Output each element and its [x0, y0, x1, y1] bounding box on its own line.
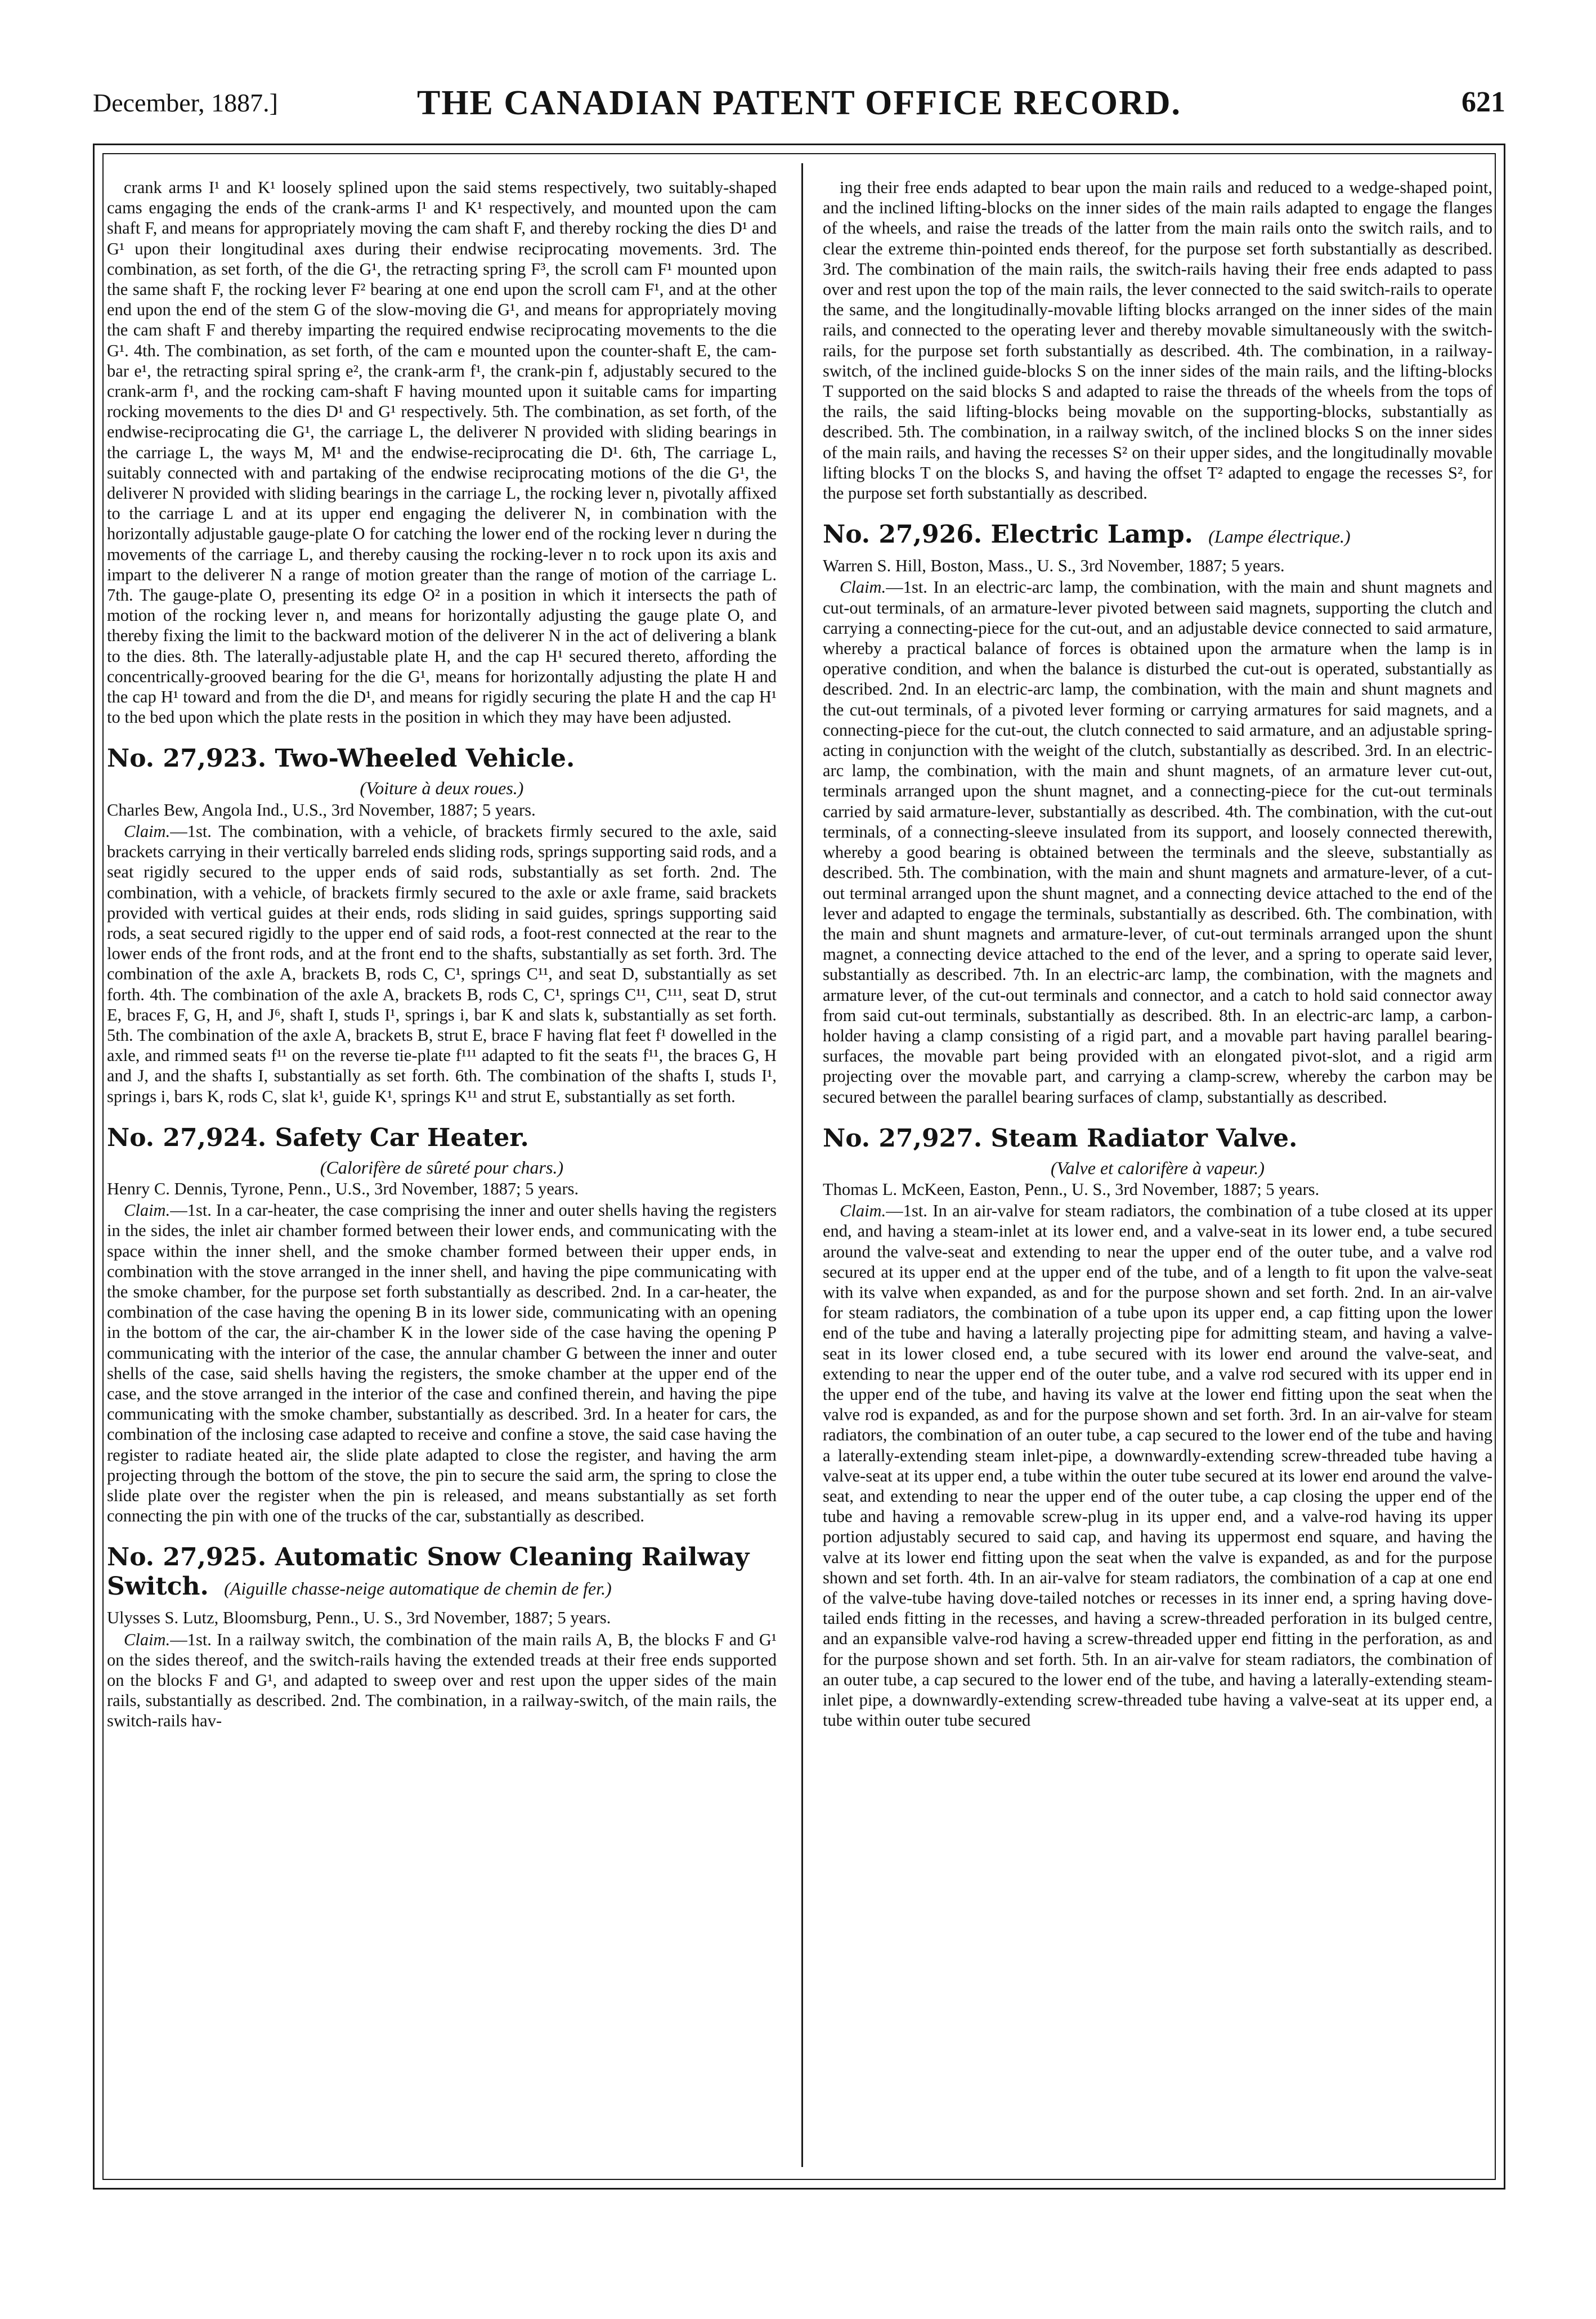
patent-number: No. 27,925. [107, 1543, 267, 1572]
claims-text [823, 577, 1492, 1107]
claim-label: Claim. [124, 821, 171, 841]
patent-entry-27923 [107, 744, 777, 1106]
patent-heading [823, 520, 1492, 551]
claims-text [107, 1629, 777, 1731]
page-header [93, 83, 1505, 145]
claims-body: —1st. In an air-valve for steam radiators, the combination of a tube closed at its upper end, and having a steam-inlet at its lower end, and a valve-seat in its lower end, a tube secured around the valve-seat and extending to near the upper end of the outer tube, and a valve rod secured at its upper end at the upper end of the tube, and of a length to fit upon the valve-seat with its valve when expanded, as and for the purpose shown and set forth. 2nd. In an air-valve for steam radiators, the combination of a tube upon its upper end, a cap fitting upon the lower end of the tube and having a laterally projecting pipe for admitting steam, and having a valve-seat in its lower closed end, a tube secured with its lower end around the valve-seat, and extending to near the upper end of the outer tube, and a valve rod secured with its upper end in the upper end of the tube, and having its valve at the lower end fitting upon the seat when the valve rod is expanded, as and for the purpose shown and set forth. 3rd. In an air-valve for steam radiators, the combination of an outer tube, a cap secured to the lower end of the tube and having a laterally-extending steam inlet-pipe, a downwardly-extending screw-threaded tube having a valve-seat at its upper end, a tube within the outer tube secured at its lower end around the valve-seat, and extending to near the upper end of the outer tube, a cap closing the upper end of the tube and having a removable screw-plug in its upper end, and a valve-rod having its upper portion adjustably secured to said cap, and having its uppermost end square, and having the valve at its lower end fitting upon the seat when the valve is expanded, as and for the purpose shown and set forth. 4th. In an air-valve for steam radiators, the combination of a cap at one end of the valve-tube having dove-tailed notches or recesses in its inner end, a spring having dove-tailed ends fitting in the recesses, and having a screw-threaded perforation in its bulged centre, and an expansible valve-rod having a screw-threaded upper end fitting in the perforation, as and for the purpose shown and set forth. 5th. In an air-valve for steam radiators, the combination of an outer tube, a cap secured to the lower end of the tube, and having a laterally-extending steam-inlet pipe, a downwardly-extending screw-threaded tube having a valve-seat at its upper end, a tube within outer tube secured [823, 1201, 1492, 1730]
patent-number: No. 27,924. [107, 1123, 267, 1152]
patent-title: Electric Lamp. [990, 520, 1193, 549]
continued-claims: ing their free ends adapted to bear upon the main rails and reduced to a wedge-shaped point, and the inclined lifting-blocks on the inner sides of the main rails adapted to engage the flanges of the wheels, and raise the treads of the latter from the main rails onto the switch rails, and to clear the extreme thin-pointed ends thereof, for the purpose set forth substantially as described. 3rd. The combination of the main rails, the switch-rails having their free ends adapted to pass over and rest upon the top of the main rails, the lever connected to the said switch-rails to operate the same, and the longitudinally-movable lifting blocks arranged on the inner sides of the main rails, and connected to the operating lever and thereby movable simultaneously with the switch-rails, for the purpose set forth substantially as described. 4th. The combination, in a railway-switch, of the inclined guide-blocks S on the inner sides of the main rails, and the lifting-blocks T supported on the said blocks S and adapted to raise the threads of the wheels from the tops of the rails, the said lifting-blocks being movable on the supporting-blocks, substantially as described. 5th. The combination, in a railway switch, of the inclined blocks S on the inner sides of the main rails, and having the recesses S² on their upper sides, and the longitudinally movable lifting blocks T on the blocks S, and having the offset T² adapted to engage the recesses S², for the purpose set forth substantially as described. [823, 178, 1492, 503]
claim-label: Claim. [840, 1201, 886, 1221]
patent-entry-27927 [823, 1124, 1492, 1731]
patent-number: No. 27,926. [823, 520, 983, 549]
claims-body: —1st. In a car-heater, the case comprising the inner and outer shells having the registers in the sides, the inlet air chamber formed between their lower ends, and communicating with the space within the inner shell, and the smoke chamber formed between their upper ends, in combination with the stove arranged in the inner shell, and having the pipe communicating with the smoke chamber, for the purpose set forth substantially as described. 2nd. In a car-heater, the combination of the case having the opening B in its lower side, communicating with an opening in the bottom of the car, the air-chamber K in the lower side of the case having the opening P communicating with the interior of the case, the annular chamber G between the inner and outer shells of the case, said shells having the registers, the smoke chamber at the upper end of the case, and the stove arranged in the interior of the case and confined therein, and having the pipe communicating with the smoke chamber, substantially as described. 3rd. In a heater for cars, the combination of the inclosing case adapted to receive and confine a stove, the said case having the register to radiate heated air, the slide plate adapted to close the register, and having the arm projecting through the bottom of the stove, the pin to secure the said arm, the spring to close the slide plate over the register when the pin is released, and means substantially as set forth connecting the pin with one of the trucks of the car, substantially as described. [107, 1201, 777, 1526]
journal-title: THE CANADIAN PATENT OFFICE RECORD. [416, 84, 1182, 122]
patent-entry-27925 [107, 1543, 777, 1731]
patent-heading [823, 1124, 1492, 1153]
inventor-line: Charles Bew, Angola Ind., U.S., 3rd November, 1887; 5 years. [107, 800, 536, 820]
patent-heading [107, 1123, 777, 1153]
patent-number: No. 27,927. [823, 1123, 983, 1153]
patent-title: Safety Car Heater. [275, 1123, 529, 1152]
claim-label: Claim. [840, 577, 886, 597]
inventor-line: Ulysses S. Lutz, Bloomsburg, Penn., U. S., 3rd November, 1887; 5 years. [107, 1608, 611, 1628]
claims-text [107, 821, 777, 1107]
patent-entry-27926 [823, 520, 1492, 1107]
issue-date: December, 1887.] [93, 88, 278, 117]
claims-text [107, 1200, 777, 1526]
inventor-line: Henry C. Dennis, Tyrone, Penn., U.S., 3rd November, 1887; 5 years. [107, 1179, 579, 1198]
french-title: (Aiguille chasse-neige automatique de chemin de fer.) [224, 1578, 612, 1599]
page-number: 621 [1461, 86, 1505, 118]
french-title: (Voiture à deux roues.) [360, 778, 524, 799]
french-title: (Lampe électrique.) [1208, 526, 1351, 547]
claims-body: —1st. In a railway switch, the combination of the main rails A, B, the blocks F and G¹ on the sides thereof, and the switch-rails having the extended treads at their free ends supported on the blocks F and G¹, and adapted to sweep over and rest upon the upper sides of the main rails, substantially as described. 2nd. The combination, in a railway-switch, of the main rails, the switch-rails hav- [107, 1629, 777, 1731]
claims-text [823, 1201, 1492, 1730]
patent-title: Automatic Snow Cleaning Railway Switch. [107, 1543, 750, 1601]
claim-label: Claim. [124, 1201, 171, 1220]
claims-body: —1st. In an electric-arc lamp, the combination, with the main and shunt magnets and cut-out terminals, of an armature-lever pivoted between said magnets, supporting the clutch and carrying a connecting-piece for the cut-out, and an adjustable device connected to said armature, whereby a practical balance of forces is obtained upon the armature when the lamp is in operative condition, and when the balance is disturbed the cut-out is operated, substantially as described. 2nd. In an electric-arc lamp, the combination, with the main and shunt magnets and the cut-out terminals, of a pivoted lever forming or carrying armatures for said magnets, and a connecting-piece for the cut-out, the clutch connected to said armature, and an adjustable spring-acting in conjunction with the weight of the clutch, substantially as described. 3rd. In an electric-arc lamp, the combination, with the main and shunt magnets, of an armature lever cut-out, terminals arranged upon the shunt magnet, and a connecting-piece for the cut-out terminals carried by said armature-lever, substantially as described. 4th. The combination, with the cut-out terminals, of a connecting-sleeve insulated from its support, and loosely connected therewith, whereby a good bearing is obtained between the terminals and the sleeve, substantially as described. 5th. The combination, with the main and shunt magnets and armature-lever, of a cut-out terminal arranged upon the shunt magnet, and a connecting device attached to the end of the lever and adapted to engage the terminals, substantially as described. 6th. The combination, with the main and shunt magnets and armature-lever, of cut-out terminals arranged upon the shunt magnet, a connecting device attached to the end of the lever, and a spring to operate said lever, substantially as described. 7th. In an electric-arc lamp, the combination, with the magnets and armature lever, of the cut-out terminals and connector, and a catch to hold said connector away from said cut-out terminals, substantially as described. 8th. In an electric-arc lamp, a carbon-holder having a clamp consisting of a rigid part, and a movable part having parallel bearing-surfaces, the movable part being provided with an elongated pivot-slot, and a rigid arm projecting over the movable part, and carrying a clamp-screw, whereby the carbon may be secured between the parallel bearing surfaces of clamp, substantially as described. [823, 577, 1492, 1107]
column-divider [801, 163, 803, 2167]
patent-heading [107, 1543, 777, 1603]
inventor-line: Thomas L. McKeen, Easton, Penn., U. S., 3rd November, 1887; 5 years. [823, 1179, 1320, 1199]
inventor-line: Warren S. Hill, Boston, Mass., U. S., 3rd November, 1887; 5 years. [823, 556, 1285, 576]
patent-number: No. 27,923. [107, 744, 267, 773]
patent-title: Steam Radiator Valve. [990, 1123, 1298, 1153]
patent-entry-27924 [107, 1123, 777, 1526]
claim-label: Claim. [124, 1629, 171, 1649]
patent-heading [107, 744, 777, 773]
claims-body: —1st. The combination, with a vehicle, of brackets firmly secured to the axle, said brackets carrying in their vertically barreled ends sliding rods, springs supporting said rods, and a seat rigidly secured to the upper ends of said rods, substantially as set forth. 2nd. The combination, with a vehicle, of brackets firmly secured to the axle or axle frame, said brackets provided with vertical guides at their ends, rods sliding in said guides, springs supporting said rods, a seat secured rigidly to the upper end of said rods, a foot-rest connected at the rear to the lower ends of the front rods, and at the front end to the shafts, substantially as set forth. 3rd. The combination of the axle A, brackets B, rods C, C¹, springs C¹¹, and seat D, substantially as set forth. 4th. The combination of the axle A, brackets B, rods C, C¹, springs C¹¹, C¹¹¹, seat D, strut E, braces F, G, H, and J⁶, shaft I, studs I¹, springs i, bar K and slats k, substantially as set forth. 5th. The combination of the axle A, brackets B, strut E, brace F having flat feet f¹ dowelled in the axle, and rimmed seats f¹¹ on the reverse tie-plate f¹¹¹ adapted to fit the seats f¹¹, the braces G, H and J, and the shafts I, substantially as set forth. 6th. The combination of the shafts I, studs I¹, springs i, bars K, rods C, slat k¹, guide K¹, springs K¹¹ and strut E, substantially as set forth. [107, 821, 777, 1106]
french-title: (Calorifère de sûreté pour chars.) [320, 1157, 564, 1178]
continued-claims: crank arms I¹ and K¹ loosely splined upon the said stems respectively, two suitably-shaped cams engaging the ends of the crank-arms I¹ and K¹ respectively, and mounted upon the cam shaft F, and means for appropriately moving the cam shaft F, and thereby rocking the dies D¹ and G¹ upon their longitudinal axes during their endwise reciprocating movements. 3rd. The combination, as set forth, of the die G¹, the retracting spring F³, the scroll cam F¹ mounted upon the same shaft F, the rocking lever F² bearing at one end upon the scroll cam F¹, and at the other end upon the end of the stem G of the slow-moving die G¹, and means for appropriately moving the cam shaft F and thereby imparting the required endwise reciprocating movements to the die G¹. 4th. The combination, as set forth, of the cam e mounted upon the counter-shaft E, the cam-bar e¹, the retracting spiral spring e², the crank-arm f¹, the crank-pin f, adjustably secured to the crank-arm f¹, and the rocking cam-shaft F having mounted upon it suitable cams for imparting rocking movements to the dies D¹ and G¹ respectively. 5th. The combination, as set forth, of the endwise-reciprocating die G¹, the carriage L, the deliverer N provided with sliding bearings in the carriage L, the ways M, M¹ and the endwise-reciprocating die D¹. 6th, The carriage L, suitably connected with and partaking of the endwise reciprocating motions of the die G¹, the deliverer N provided with sliding bearings in the carriage L, the rocking lever n, pivotally affixed to the carriage L and at its upper end engaging the deliverer N, in combination with the horizontally adjustable gauge-plate O for catching the lower end of the rocking lever n during the movements of the carriage L, and thereby causing the rocking-lever n to rock upon its axis and impart to the deliverer N a range of motion greater than the range of motion of the carriage L. 7th. The gauge-plate O, presenting its edge O² in a position in which it intersects the path of motion of the rocking lever n, and means for horizontally adjusting the gauge plate O, and thereby fixing the limit to the backward motion of the deliverer N in the act of delivering a blank to the dies. 8th. The laterally-adjustable plate H, and the cap H¹ secured thereto, affording the concentrically-grooved bearing for the die G¹, means for horizontally adjusting the plate H and the cap H¹ toward and from the die D¹, and means for rigidly securing the plate H and the cap H¹ to the bed upon which the plate rests in the position in which they may have been adjusted. [107, 178, 777, 727]
patent-title: Two-Wheeled Vehicle. [275, 744, 575, 773]
right-column [823, 177, 1492, 2170]
left-column [107, 177, 777, 2170]
french-title: (Valve et calorifère à vapeur.) [1050, 1157, 1265, 1178]
